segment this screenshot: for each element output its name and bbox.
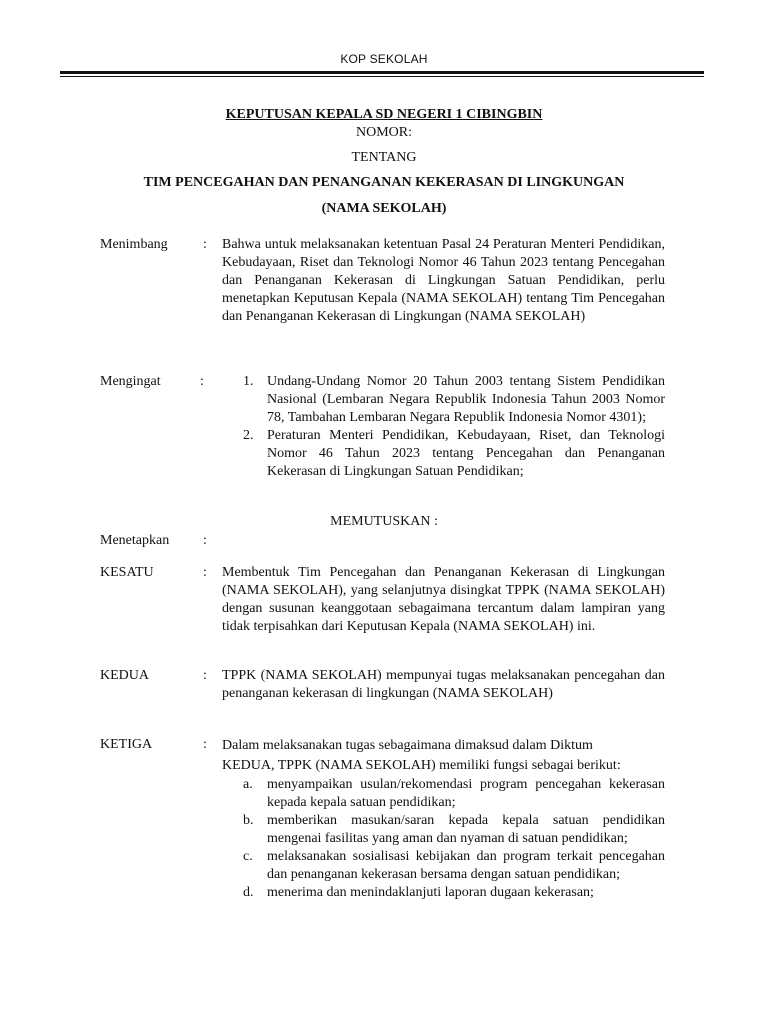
menetapkan-colon: : (203, 533, 207, 548)
mengingat-colon: : (200, 374, 204, 389)
list-item-number: 1. (243, 374, 254, 389)
list-item (243, 848, 665, 884)
list-item-text: memberikan masukan/saran kepada kepala satuan pendidikan mengenai fasilitas yang aman dan nyaman di satuan pendidikan; (267, 813, 665, 846)
ketiga-colon: : (203, 737, 207, 752)
ketiga-intro-line1: Dalam melaksanakan tugas sebagaimana dimaksud dalam Diktum (222, 738, 593, 753)
ketiga-label: KETIGA (100, 737, 153, 752)
kesatu-colon: : (203, 565, 207, 580)
letterhead-placeholder: KOP SEKOLAH (340, 52, 428, 66)
kedua-label: KEDUA (100, 668, 149, 683)
list-item-text: Undang-Undang Nomor 20 Tahun 2003 tentang Sistem Pendidikan Nasional (Lembaran Negara Republik Indonesia Tahun 2003 Nomor 78, Tambahan Lembaran Negara Republik Indonesia Nomor 4301); (267, 374, 665, 425)
menetapkan-label: Menetapkan (100, 533, 170, 548)
list-item-number: 2. (243, 428, 254, 443)
list-item-letter: d. (243, 885, 254, 900)
mengingat-list (243, 373, 665, 481)
list-item (243, 373, 665, 427)
ketiga-list (243, 776, 665, 902)
menimbang-colon: : (203, 237, 207, 252)
list-item-letter: b. (243, 813, 254, 828)
list-item (243, 812, 665, 848)
ketiga-intro (222, 736, 672, 776)
letterhead-rule-thick (60, 71, 704, 74)
decree-title: KEPUTUSAN KEPALA SD NEGERI 1 CIBINGBIN (225, 107, 543, 122)
menimbang-text: Bahwa untuk melaksanakan ketentuan Pasal 24 Peraturan Menteri Pendidikan, Kebudayaan, Riset dan Teknologi Nomor 46 Tahun 2023 tentang Pencegahan dan Penanganan Kekerasan di Lingkungan Satuan Pendidikan, perlu menetapkan Keputusan Kepala (NAMA SEKOLAH) tentang Tim Pencegahan dan Penanganan Kekerasan di Lingkungan (NAMA SEKOLAH) (222, 237, 665, 324)
list-item (243, 884, 665, 902)
mengingat-label: Mengingat (100, 374, 161, 389)
decree-subject-line1: TIM PENCEGAHAN DAN PENANGANAN KEKERASAN DI LINGKUNGAN (143, 175, 625, 190)
decree-subject-line2: (NAMA SEKOLAH) (321, 201, 447, 216)
list-item-text: Peraturan Menteri Pendidikan, Kebudayaan, Riset, dan Teknologi Nomor 46 Tahun 2023 tentang Pencegahan dan Penanganan Kekerasan di Lingkungan Satuan Pendidikan; (267, 428, 665, 479)
kedua-text: TPPK (NAMA SEKOLAH) mempunyai tugas melaksanakan pencegahan dan penanganan kekerasan di lingkungan (NAMA SEKOLAH) (222, 668, 665, 701)
decree-tentang: TENTANG (351, 150, 417, 165)
list-item-text: menerima dan menindaklanjuti laporan dugaan kekerasan; (267, 885, 594, 900)
list-item (243, 776, 665, 812)
memutuskan-heading: MEMUTUSKAN : (330, 514, 438, 529)
list-item (243, 427, 665, 481)
list-item-text: menyampaikan usulan/rekomendasi program pencegahan kekerasan kepada kepala satuan pendidikan; (267, 777, 665, 810)
ketiga-intro-line2: KEDUA, TPPK (NAMA SEKOLAH) memiliki fungsi sebagai berikut: (222, 758, 621, 773)
list-item-letter: c. (243, 849, 253, 864)
list-item-text: melaksanakan sosialisasi kebijakan dan program terkait pencegahan dan penanganan kekerasan bersama dengan satuan pendidikan; (267, 849, 665, 882)
kedua-colon: : (203, 668, 207, 683)
menimbang-label: Menimbang (100, 237, 168, 252)
kesatu-label: KESATU (100, 565, 154, 580)
list-item-letter: a. (243, 777, 253, 792)
kesatu-text: Membentuk Tim Pencegahan dan Penanganan Kekerasan di Lingkungan (NAMA SEKOLAH), yang selanjutnya disingkat TPPK (NAMA SEKOLAH) dengan susunan keanggotaan sebagaimana tercantum dalam lampiran yang tidak terpisahkan dari Keputusan Kepala (NAMA SEKOLAH) ini. (222, 565, 665, 634)
letterhead-rule-thin (60, 76, 704, 77)
decree-number: NOMOR: (355, 125, 412, 140)
